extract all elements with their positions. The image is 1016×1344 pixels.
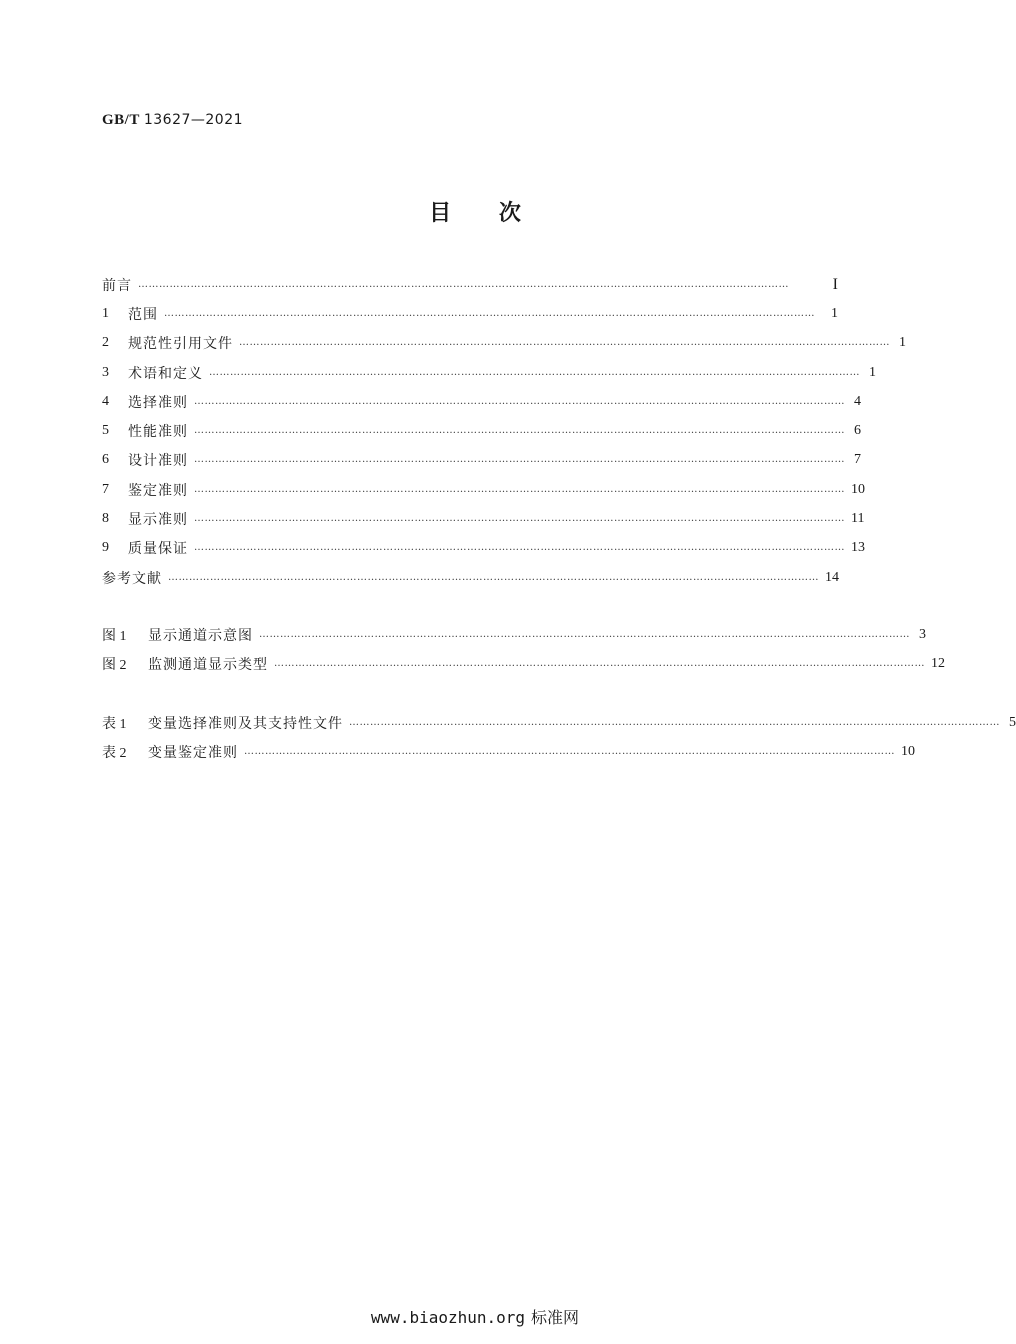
table-entry[interactable] xyxy=(102,737,915,766)
toc-entry-label: 范围 xyxy=(128,306,158,323)
figure-entry[interactable] xyxy=(102,649,945,678)
toc-entry-page: 1 xyxy=(899,335,906,351)
toc-entry-label: 鉴定准则 xyxy=(128,482,188,499)
toc-entry-page: I xyxy=(832,275,838,293)
toc-entry-label: 设计准则 xyxy=(128,453,188,470)
toc-list xyxy=(102,270,906,592)
table-entry[interactable] xyxy=(102,708,1016,737)
toc-entry-label: 质量保证 xyxy=(128,541,188,558)
table-entry-page: 10 xyxy=(901,743,915,759)
table-entry-label: 变量选择准则及其支持性文件 xyxy=(148,715,343,732)
toc-entry-label: 前言 xyxy=(102,277,132,294)
dot-leader: …………………………………………………………………………………………………………………………………………………………………… xyxy=(274,657,925,669)
toc-entry[interactable] xyxy=(102,299,838,328)
toc-entry[interactable] xyxy=(102,534,865,563)
dot-leader: …………………………………………………………………………………………………………………………………………………………………… xyxy=(194,513,845,525)
toc-entry-label: 显示准则 xyxy=(128,512,188,529)
table-entry-number: 表 2 xyxy=(102,745,127,761)
toc-entry-label: 性能准则 xyxy=(128,424,188,441)
figure-entry-page: 3 xyxy=(919,626,926,642)
toc-entry-page: 1 xyxy=(869,364,876,380)
figure-entry-label: 监测通道显示类型 xyxy=(148,656,268,673)
toc-entry[interactable] xyxy=(102,563,838,592)
toc-entry[interactable] xyxy=(102,387,861,416)
dot-leader: …………………………………………………………………………………………………………………………………………………………………… xyxy=(164,307,815,319)
toc-entry-page: 6 xyxy=(854,423,861,439)
toc-entry[interactable] xyxy=(102,504,865,533)
dot-leader: …………………………………………………………………………………………………………………………………………………………………… xyxy=(349,716,1000,728)
table-entry-page: 5 xyxy=(1009,714,1016,730)
toc-entry[interactable] xyxy=(102,270,838,299)
dot-leader: …………………………………………………………………………………………………………………………………………………………………… xyxy=(194,483,845,495)
toc-entry-page: 7 xyxy=(854,452,861,468)
dot-leader: …………………………………………………………………………………………………………………………………………………………………… xyxy=(194,425,845,437)
toc-entry-page: 1 xyxy=(831,305,838,321)
footer-site-name: 标准网 xyxy=(531,1308,580,1327)
toc-entry-number: 8 xyxy=(102,511,109,527)
toc-entry-page: 10 xyxy=(851,481,865,497)
toc-entry-page: 14 xyxy=(825,569,839,585)
dot-leader: …………………………………………………………………………………………………………………………………………………………………… xyxy=(209,366,860,378)
toc-entry-label: 选择准则 xyxy=(128,394,188,411)
figure-list xyxy=(102,620,945,679)
toc-entry-number: 3 xyxy=(102,364,109,380)
toc-entry-page: 4 xyxy=(854,393,861,409)
dot-leader: …………………………………………………………………………………………………………………………………………………………………… xyxy=(244,745,895,757)
dot-leader: …………………………………………………………………………………………………………………………………………………………………… xyxy=(138,278,789,290)
watermark-footer xyxy=(0,1305,950,1328)
footer-url[interactable]: www.biaozhun.org xyxy=(370,1308,526,1327)
toc-entry[interactable] xyxy=(102,446,861,475)
figure-entry-label: 显示通道示意图 xyxy=(148,627,253,644)
table-entry-number: 表 1 xyxy=(102,716,127,732)
table-entry-label: 变量鉴定准则 xyxy=(148,744,238,761)
figure-entry-number: 图 2 xyxy=(102,657,127,673)
dot-leader: …………………………………………………………………………………………………………………………………………………………………… xyxy=(194,542,845,554)
toc-entry-page: 13 xyxy=(851,540,865,556)
toc-entry-page: 11 xyxy=(851,511,865,527)
toc-entry-number: 9 xyxy=(102,540,109,556)
toc-entry-label: 参考文献 xyxy=(102,570,162,587)
dot-leader: …………………………………………………………………………………………………………………………………………………………………… xyxy=(168,571,819,583)
toc-entry-number: 4 xyxy=(102,393,109,409)
toc-entry-number: 1 xyxy=(102,305,109,321)
standard-number: 13627—2021 xyxy=(143,112,244,128)
figure-entry-number: 图 1 xyxy=(102,628,127,644)
figure-entry-page: 12 xyxy=(931,655,945,671)
toc-entry-label: 规范性引用文件 xyxy=(128,336,233,353)
toc-entry[interactable] xyxy=(102,358,876,387)
table-list xyxy=(102,708,1016,767)
toc-entry-number: 6 xyxy=(102,452,109,468)
dot-leader: …………………………………………………………………………………………………………………………………………………………………… xyxy=(194,395,845,407)
toc-entry-number: 5 xyxy=(102,423,109,439)
toc-entry[interactable] xyxy=(102,475,865,504)
toc-entry-number: 7 xyxy=(102,481,109,497)
dot-leader: …………………………………………………………………………………………………………………………………………………………………… xyxy=(259,628,910,640)
dot-leader: …………………………………………………………………………………………………………………………………………………………………… xyxy=(194,454,845,466)
figure-entry[interactable] xyxy=(102,620,926,649)
standard-prefix: GB/T xyxy=(102,112,140,128)
toc-entry-label: 术语和定义 xyxy=(128,365,203,382)
toc-entry-number: 2 xyxy=(102,335,109,351)
toc-entry[interactable] xyxy=(102,329,906,358)
dot-leader: …………………………………………………………………………………………………………………………………………………………………… xyxy=(239,337,890,349)
page-title: 目 次 xyxy=(429,201,521,226)
standard-code xyxy=(102,112,243,129)
toc-entry[interactable] xyxy=(102,416,861,445)
